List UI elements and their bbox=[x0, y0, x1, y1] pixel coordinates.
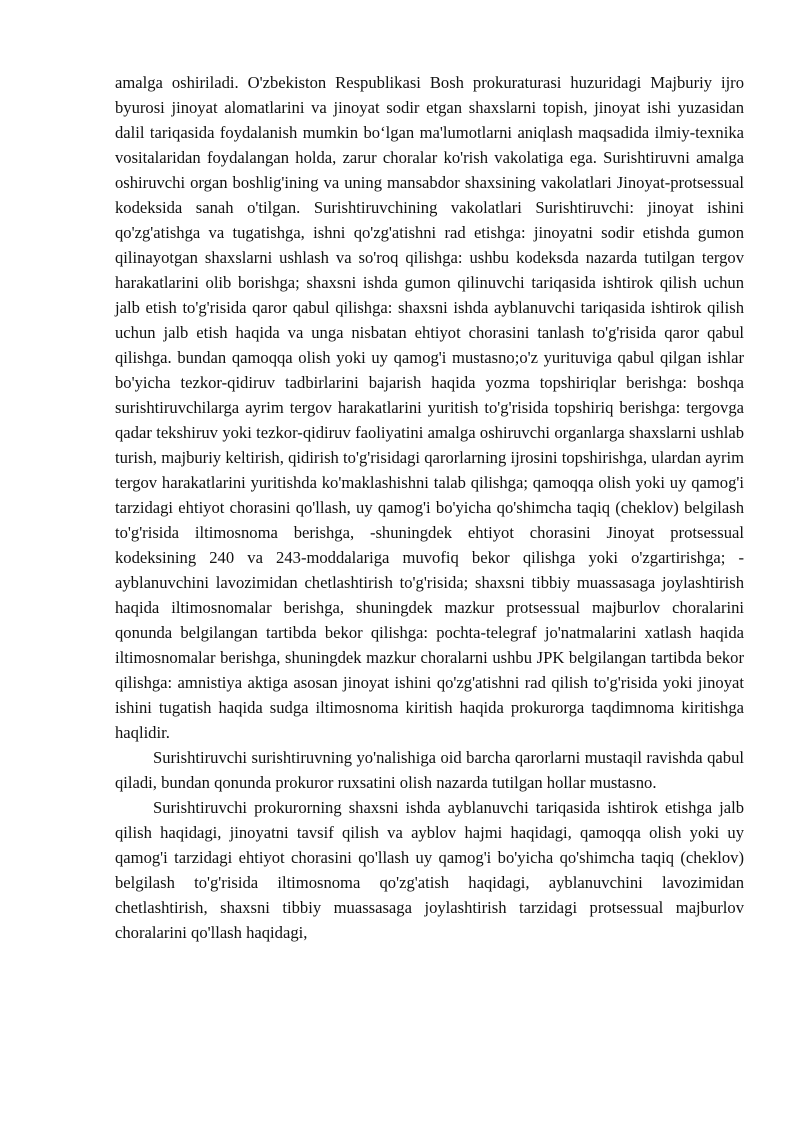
paragraph-powers-of-inquiry-officer: amalga oshiriladi. O'zbekiston Respublikasi Bosh prokuraturasi huzuridagi Majburiy ijro byurosi jinoyat alomatlarini va jinoyat sodir etgan shaxslarni topish, jinoyat ishi yuzasidan dalil tariqasida foydalanish mumkin bo‘lgan ma'lumotlarni aniqlash maqsadida ilmiy-texnika vositalaridan foydalangan holda, zarur choralar ko'rish vakolatiga ega. Surishtiruvni amalga oshiruvchi organ boshlig'ining va uning mansabdor shaxsining vakolatlari Jinoyat-protsessual kodeksida sanah o'tilgan. Surishtiruvchining vakolatlari Surishtiruvchi: jinoyat ishini qo'zg'atishga va tugatishga, ishni qo'zg'atishni rad etishga: jinoyatni sodir etishda gumon qilinayotgan shaxslarni ushlash va so'roq qilishga: ushbu kodeksda nazarda tutilgan tergov harakatlarini olib borishga; shaxsni ishda gumon qilinuvchi tariqasida ishtirok qilish uchun jalb etish to'g'risida qaror qabul qilishga: shaxsni ishda ayblanuvchi tariqasida ishtirok qilish uchun jalb etish haqida va unga nisbatan ehtiyot chorasini tanlash to'g'risida qaror qabul qilishga. bundan qamoqqa olish yoki uy qamog'i mustasno;o'z yurituviga qabul qilgan ishlar bo'yicha tezkor-qidiruv tadbirlarini bajarish haqida yozma topshiriqlar berishga: boshqa surishtiruvchilarga ayrim tergov harakatlarini yuritish to'g'risida topshiriq berishga: tergovga qadar tekshiruv yoki tezkor-qidiruv faoliyatini amalga oshiruvchi organlarga shaxslarni ushlab turish, majburiy keltirish, qidirish to'g'risidagi qarorlarning ijrosini topshirishga, ulardan ayrim tergov harakatlarini yuritishda ko'maklashishni talab qilishga; qamoqqa olish yoki uy qamog'i tarzidagi ehtiyot chorasini qo'llash, uy qamog'i bo'yicha qo'shimcha taqiq (cheklov) belgilash to'g'risida iltimosnoma berishga, -shuningdek ehtiyot chorasini Jinoyat protsessual kodeksining 240 va 243-moddalariga muvofiq bekor qilishga yoki o'zgartirishga; -ayblanuvchini lavozimidan chetlashtirish to'g'risida; shaxsni tibbiy muassasaga joylashtirish haqida iltimosnomalar berishga, shuningdek mazkur protsessual majburlov choralarini qonunda belgilangan tartibda bekor qilishga: pochta-telegraf jo'natmalarini xatlash haqida iltimosnomalar berishga, shuningdek mazkur choralarni ushbu JPK belgilangan tartibda bekor qilishga: amnistiya aktiga asosan jinoyat ishini qo'zg'atishni rad qilish to'g'risida yoki jinoyat ishini tugatish haqida sudga iltimosnoma kiritish haqida prokurorga taqdimnoma kiritishga haqlidir. bbox=[115, 73, 744, 742]
document-page bbox=[115, 70, 744, 945]
paragraph-independent-decisions: Surishtiruvchi surishtiruvning yo'nalishiga oid barcha qarorlarni mustaqil ravishda qabul qiladi, bundan qonunda prokuror ruxsatini olish nazarda tutilgan hollar mustasno. bbox=[115, 748, 744, 792]
paragraph-prosecutor-instructions: Surishtiruvchi prokurorning shaxsni ishda ayblanuvchi tariqasida ishtirok etishga jalb qilish haqidagi, jinoyatni tavsif qilish va ayblov hajmi haqidagi, qamoqqa olish yoki uy qamog'i tarzidagi ehtiyot chorasini qo'llash uy qamog'i bo'yicha qo'shimcha taqiq (cheklov) belgilash to'g'risida iltimosnoma qo'zg'atish haqidagi, ayblanuvchini lavozimidan chetlashtirish, shaxsni tibbiy muassasaga joylashtirish tarzidagi protsessual majburlov choralarini qo'llash haqidagi, bbox=[115, 798, 744, 942]
